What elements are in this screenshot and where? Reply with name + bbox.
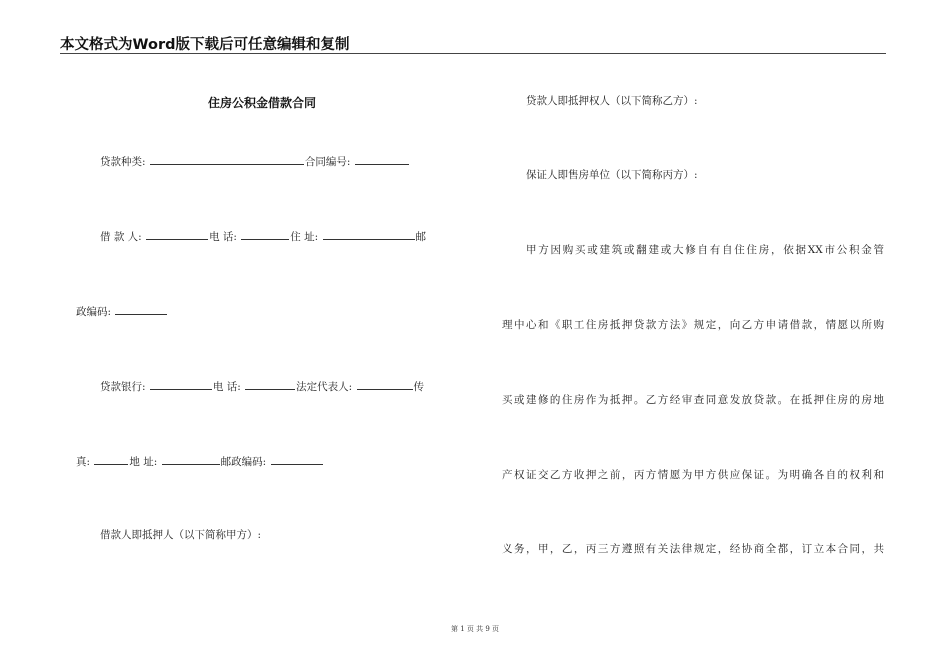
postal-blank-1[interactable] — [115, 304, 167, 315]
bank-line — [100, 379, 424, 394]
address-blank-1[interactable] — [323, 229, 415, 240]
phone-label-2: 电 话: — [212, 381, 241, 393]
header-divider — [60, 53, 886, 54]
fax-label-b: 真: — [76, 456, 91, 468]
phone-label-1: 电 话: — [209, 231, 237, 243]
contract-no-blank[interactable] — [355, 154, 409, 165]
lender-line: 贷款人即抵押权人（以下简称乙方）: — [526, 95, 698, 107]
borrower-line — [100, 229, 426, 244]
body-line-4: 产权证交乙方收押之前，丙方情愿为甲方供应保证。为明确各自的权利和 — [502, 469, 884, 481]
legal-rep-label: 法定代表人: — [296, 381, 353, 393]
postal-blank-2[interactable] — [271, 454, 323, 465]
postal-label-2: 邮政编码: — [220, 456, 267, 468]
borrower-blank[interactable] — [146, 229, 208, 240]
loan-type-line — [100, 154, 410, 169]
body-line-3: 买或建修的住房作为抵押。乙方经审查同意发放贷款。在抵押住房的房地 — [502, 394, 884, 406]
body-line-2: 理中心和《职工住房抵押贷款方法》规定，向乙方申请借款，情愿以所购 — [502, 319, 884, 331]
phone-blank-1[interactable] — [241, 229, 289, 240]
address-label-1: 住 址: — [290, 231, 319, 243]
body-line-5: 义务，甲，乙，丙三方遵照有关法律规定，经协商全都，订立本合同，共 — [502, 543, 884, 555]
address-blank-2[interactable] — [162, 454, 220, 465]
document-title: 住房公积金借款合同 — [207, 96, 316, 110]
fax-line — [76, 454, 324, 469]
fax-blank[interactable] — [94, 454, 128, 465]
bank-blank[interactable] — [150, 379, 212, 390]
postal-line-1 — [76, 304, 168, 319]
mortgagor-line: 借款人即抵押人（以下简称甲方）: — [100, 529, 262, 541]
page-footer: 第 1 页 共 9 页 — [450, 625, 500, 633]
legal-rep-blank[interactable] — [357, 379, 413, 390]
loan-type-blank[interactable] — [150, 154, 304, 165]
loan-type-label: 贷款种类: — [100, 156, 146, 168]
contract-no-label: 合同编号: — [304, 156, 351, 168]
fax-label-a: 传 — [413, 381, 425, 393]
body-line-1: 甲方因购买或建筑或翻建或大修自有自住住房，依据XX市公积金管 — [526, 244, 884, 256]
address-label-2: 地 址: — [129, 456, 158, 468]
phone-blank-2[interactable] — [245, 379, 295, 390]
bank-label: 贷款银行: — [100, 381, 146, 393]
postal-label-1a: 邮 — [415, 231, 427, 243]
postal-label-1b: 政编码: — [76, 306, 112, 318]
borrower-label: 借 款 人: — [100, 231, 142, 243]
page-header: 本文格式为Word版下载后可任意编辑和复制 — [60, 37, 350, 53]
guarantor-line: 保证人即售房单位（以下简称丙方）: — [526, 169, 698, 181]
